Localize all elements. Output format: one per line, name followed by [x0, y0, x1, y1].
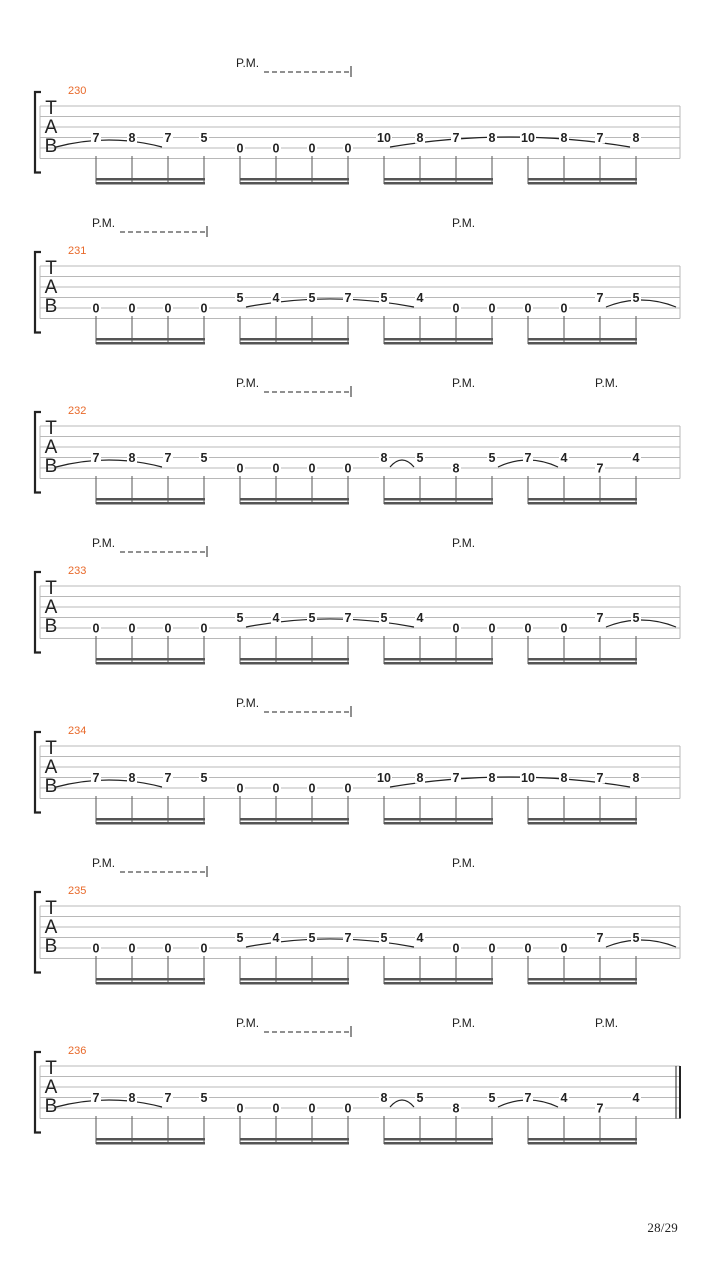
tab-clef-letter: A	[44, 117, 58, 138]
fret-number: 4	[560, 1091, 568, 1105]
fret-number: 7	[92, 771, 100, 785]
beam	[96, 178, 205, 181]
tab-clef-letter: A	[44, 437, 58, 458]
fret-number: 8	[128, 1091, 136, 1105]
fret-number: 0	[200, 621, 208, 636]
fret-number: 10	[521, 771, 535, 785]
slur	[56, 460, 162, 467]
beam	[528, 818, 637, 821]
fret-number: 7	[452, 131, 460, 145]
fret-number: 8	[560, 131, 568, 145]
beam	[528, 1138, 637, 1141]
fret-number: 5	[488, 451, 496, 465]
fret-number: 0	[344, 141, 352, 156]
fret-number: 8	[380, 451, 388, 465]
fret-number: 0	[236, 781, 244, 796]
fret-number: 8	[416, 131, 424, 145]
palm-mute-label: P.M.	[595, 376, 619, 390]
fret-number: 4	[272, 611, 280, 625]
fret-number: 5	[416, 1091, 424, 1105]
fret-number: 0	[164, 301, 172, 316]
fret-number: 7	[596, 771, 604, 785]
palm-mute-label: P.M.	[452, 216, 476, 230]
tab-clef-letter: T	[45, 418, 57, 439]
tab-clef-letter: B	[44, 1096, 58, 1117]
beam	[384, 1138, 493, 1141]
fret-number: 0	[164, 941, 172, 956]
fret-number: 0	[524, 621, 532, 636]
beam	[240, 658, 349, 661]
palm-mute-label: P.M.	[452, 1016, 476, 1030]
beam	[384, 982, 493, 985]
fret-number: 7	[524, 451, 532, 465]
beam	[96, 662, 205, 665]
fret-number: 5	[236, 931, 244, 945]
beam	[384, 502, 493, 505]
beam	[240, 978, 349, 981]
tab-clef-letter: A	[44, 277, 58, 298]
tab-clef-letter: B	[44, 616, 58, 637]
palm-mute-label: P.M.	[452, 536, 476, 550]
fret-number: 5	[416, 451, 424, 465]
fret-number: 8	[632, 131, 640, 145]
slur	[56, 140, 162, 147]
tab-clef-letter: A	[44, 757, 58, 778]
palm-mute-label: P.M.	[236, 376, 260, 390]
fret-number: 4	[632, 1091, 640, 1105]
fret-number: 0	[560, 941, 568, 956]
beam	[528, 338, 637, 341]
beam	[240, 1138, 349, 1141]
fret-number: 5	[380, 291, 388, 305]
beam	[528, 182, 637, 185]
tab-clef-letter: T	[45, 578, 57, 599]
fret-number: 7	[452, 771, 460, 785]
fret-number: 0	[452, 621, 460, 636]
beam	[240, 182, 349, 185]
fret-number: 5	[380, 611, 388, 625]
fret-number: 0	[308, 1101, 316, 1116]
fret-number: 5	[632, 611, 640, 625]
fret-number: 0	[272, 1101, 280, 1116]
fret-number: 0	[272, 141, 280, 156]
fret-number: 7	[92, 131, 100, 145]
fret-number: 4	[560, 451, 568, 465]
beam	[96, 502, 205, 505]
slur	[56, 1100, 162, 1107]
palm-mute-label: P.M.	[92, 856, 116, 870]
fret-number: 5	[200, 131, 208, 145]
tab-clef-letter: A	[44, 1077, 58, 1098]
fret-number: 0	[92, 301, 100, 316]
beam	[384, 822, 493, 825]
fret-number: 4	[416, 291, 424, 305]
fret-number: 4	[632, 451, 640, 465]
tab-clef-letter: T	[45, 258, 57, 279]
beam	[96, 342, 205, 345]
fret-number: 5	[380, 931, 388, 945]
beam	[528, 658, 637, 661]
beam	[96, 818, 205, 821]
beam	[240, 342, 349, 345]
beam	[96, 822, 205, 825]
fret-number: 7	[524, 1091, 532, 1105]
fret-number: 0	[128, 301, 136, 316]
fret-number: 5	[200, 1091, 208, 1105]
slur	[390, 777, 630, 787]
fret-number: 0	[488, 941, 496, 956]
fret-number: 7	[164, 451, 172, 465]
fret-number: 0	[560, 621, 568, 636]
fret-number: 5	[632, 291, 640, 305]
fret-number: 0	[128, 621, 136, 636]
palm-mute-label: P.M.	[236, 696, 260, 710]
beam	[384, 658, 493, 661]
beam	[240, 822, 349, 825]
measure-number: 234	[68, 725, 87, 737]
beam	[240, 498, 349, 501]
fret-number: 8	[560, 771, 568, 785]
beam	[384, 182, 493, 185]
beam	[96, 338, 205, 341]
fret-number: 8	[128, 771, 136, 785]
tab-clef-letter: T	[45, 738, 57, 759]
beam	[240, 1142, 349, 1145]
palm-mute-label: P.M.	[92, 216, 116, 230]
beam	[96, 658, 205, 661]
fret-number: 0	[308, 781, 316, 796]
fret-number: 5	[488, 1091, 496, 1105]
fret-number: 0	[236, 141, 244, 156]
fret-number: 0	[344, 1101, 352, 1116]
measure-number: 232	[68, 405, 87, 417]
fret-number: 0	[452, 301, 460, 316]
beam	[528, 662, 637, 665]
fret-number: 8	[632, 771, 640, 785]
beam	[96, 978, 205, 981]
palm-mute-label: P.M.	[595, 1016, 619, 1030]
fret-number: 0	[200, 941, 208, 956]
measure-number: 235	[68, 885, 87, 897]
fret-number: 0	[236, 461, 244, 476]
fret-number: 8	[128, 451, 136, 465]
fret-number: 5	[308, 291, 316, 305]
beam	[384, 498, 493, 501]
palm-mute-label: P.M.	[236, 1016, 260, 1030]
fret-number: 8	[452, 1101, 460, 1116]
fret-number: 4	[416, 611, 424, 625]
tab-clef-letter: B	[44, 456, 58, 477]
fret-number: 8	[488, 131, 496, 145]
fret-number: 5	[632, 931, 640, 945]
fret-number: 0	[488, 621, 496, 636]
beam	[528, 822, 637, 825]
fret-number: 0	[272, 461, 280, 476]
beam	[240, 338, 349, 341]
tab-clef-letter: B	[44, 776, 58, 797]
fret-number: 8	[416, 771, 424, 785]
beam	[96, 1142, 205, 1145]
beam	[96, 182, 205, 185]
beam	[528, 982, 637, 985]
fret-number: 10	[521, 131, 535, 145]
fret-number: 0	[488, 301, 496, 316]
beam	[528, 342, 637, 345]
fret-number: 8	[452, 461, 460, 476]
fret-number: 0	[200, 301, 208, 316]
fret-number: 8	[488, 771, 496, 785]
fret-number: 7	[596, 291, 604, 305]
fret-number: 5	[200, 771, 208, 785]
fret-number: 7	[596, 131, 604, 145]
tab-clef-letter: B	[44, 136, 58, 157]
fret-number: 8	[380, 1091, 388, 1105]
beam	[528, 498, 637, 501]
fret-number: 7	[344, 611, 352, 625]
measure-number: 236	[68, 1045, 87, 1057]
fret-number: 5	[308, 931, 316, 945]
fret-number: 7	[164, 771, 172, 785]
fret-number: 4	[272, 931, 280, 945]
fret-number: 0	[272, 781, 280, 796]
palm-mute-label: P.M.	[92, 536, 116, 550]
tab-clef-letter: T	[45, 898, 57, 919]
fret-number: 7	[596, 1101, 604, 1116]
beam	[528, 178, 637, 181]
fret-number: 5	[236, 611, 244, 625]
fret-number: 10	[377, 131, 391, 145]
palm-mute-label: P.M.	[452, 856, 476, 870]
fret-number: 0	[560, 301, 568, 316]
beam	[528, 1142, 637, 1145]
fret-number: 10	[377, 771, 391, 785]
slur	[390, 137, 630, 147]
beam	[528, 502, 637, 505]
page-number: 28/29	[647, 1220, 678, 1235]
fret-number: 8	[128, 131, 136, 145]
measure-number: 230	[68, 85, 87, 97]
fret-number: 7	[92, 1091, 100, 1105]
tab-clef-letter: B	[44, 296, 58, 317]
beam	[528, 978, 637, 981]
palm-mute-label: P.M.	[452, 376, 476, 390]
tab-clef-letter: T	[45, 98, 57, 119]
fret-number: 5	[200, 451, 208, 465]
fret-number: 0	[524, 941, 532, 956]
fret-number: 0	[308, 141, 316, 156]
fret-number: 5	[236, 291, 244, 305]
fret-number: 0	[524, 301, 532, 316]
fret-number: 0	[344, 781, 352, 796]
beam	[384, 818, 493, 821]
fret-number: 0	[164, 621, 172, 636]
slur	[390, 1100, 414, 1107]
beam	[384, 178, 493, 181]
beam	[240, 662, 349, 665]
beam	[96, 498, 205, 501]
fret-number: 4	[416, 931, 424, 945]
beam	[384, 1142, 493, 1145]
tab-clef-letter: T	[45, 1058, 57, 1079]
beam	[384, 338, 493, 341]
fret-number: 0	[452, 941, 460, 956]
tab-clef-letter: A	[44, 917, 58, 938]
fret-number: 0	[128, 941, 136, 956]
beam	[96, 1138, 205, 1141]
fret-number: 7	[344, 931, 352, 945]
fret-number: 7	[596, 931, 604, 945]
fret-number: 5	[308, 611, 316, 625]
beam	[240, 178, 349, 181]
beam	[240, 982, 349, 985]
slur	[56, 780, 162, 787]
palm-mute-label: P.M.	[236, 56, 260, 70]
fret-number: 0	[92, 621, 100, 636]
beam	[384, 662, 493, 665]
measure-number: 231	[68, 245, 87, 257]
fret-number: 7	[164, 131, 172, 145]
fret-number: 7	[344, 291, 352, 305]
beam	[240, 502, 349, 505]
beam	[384, 978, 493, 981]
fret-number: 7	[596, 611, 604, 625]
fret-number: 0	[344, 461, 352, 476]
measure-number: 233	[68, 565, 87, 577]
fret-number: 7	[164, 1091, 172, 1105]
fret-number: 0	[236, 1101, 244, 1116]
fret-number: 0	[92, 941, 100, 956]
slur	[390, 460, 414, 467]
fret-number: 0	[308, 461, 316, 476]
beam	[96, 982, 205, 985]
fret-number: 7	[596, 461, 604, 476]
tab-clef-letter: A	[44, 597, 58, 618]
fret-number: 7	[92, 451, 100, 465]
beam	[384, 342, 493, 345]
beam	[240, 818, 349, 821]
tab-clef-letter: B	[44, 936, 58, 957]
fret-number: 4	[272, 291, 280, 305]
